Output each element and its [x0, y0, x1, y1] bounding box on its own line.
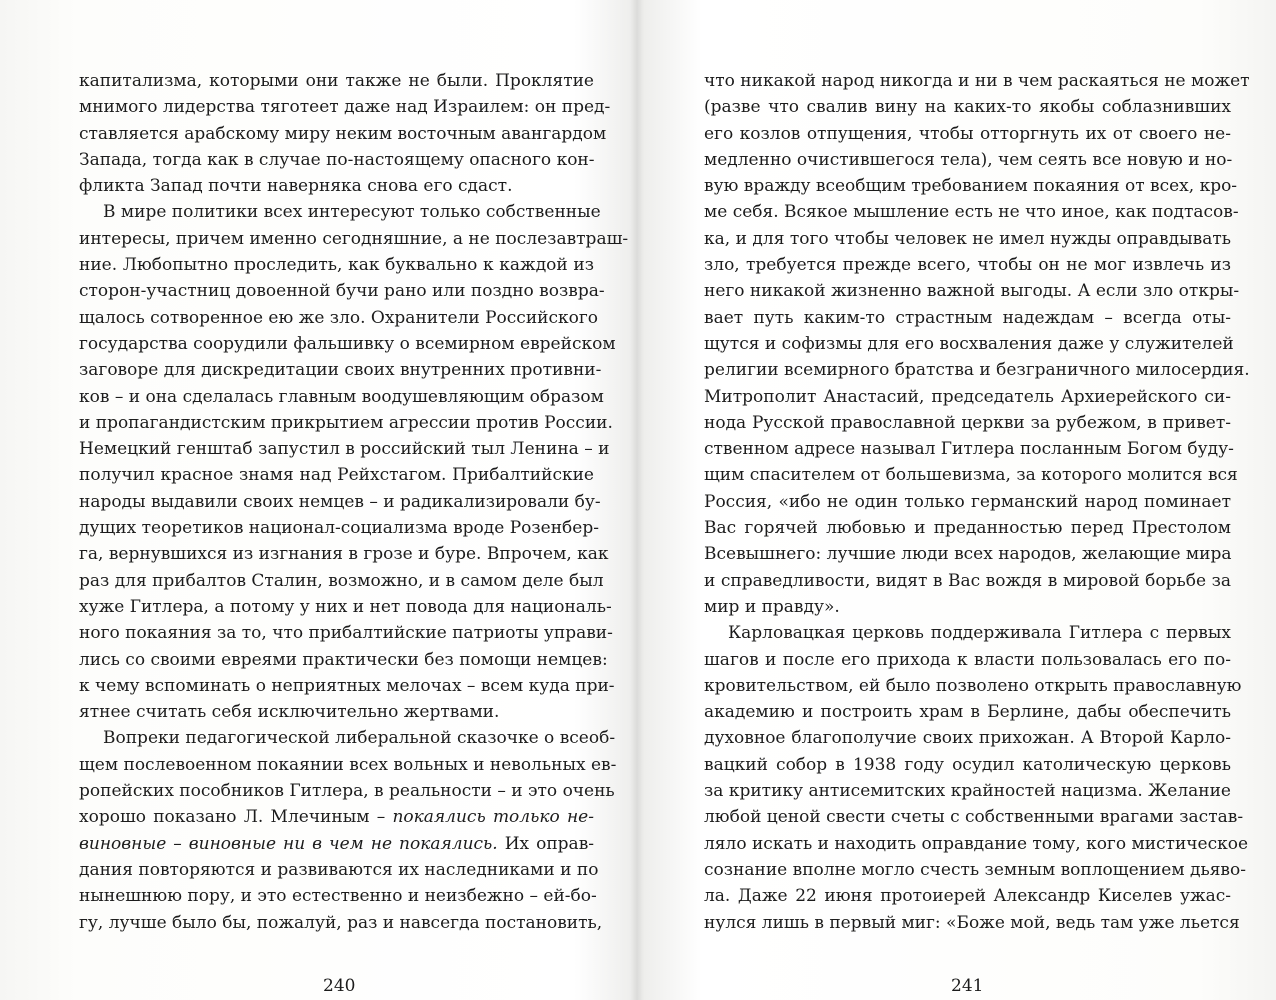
line-text: гу, лучше было бы, пожалуй, раз и навсегда постановить,	[79, 912, 603, 933]
line-text: вую вражду всеобщим требованием покаяния от всех, кро-	[704, 176, 1238, 197]
text-line	[704, 647, 1231, 673]
text-line	[704, 68, 1250, 94]
text-line	[704, 883, 1231, 909]
text-line	[79, 831, 594, 857]
text-line	[79, 462, 594, 488]
text-line	[79, 147, 594, 173]
line-text: щалось сотворенное ею же зло. Охранители Российского	[79, 307, 599, 328]
text-line	[704, 699, 1231, 725]
text-line	[79, 226, 629, 252]
line-text: ляло искать и находить оправдание тому, кого мистическое	[704, 833, 1249, 854]
text-line	[79, 252, 594, 278]
text-line	[79, 857, 599, 883]
line-text: фликта Запад почти наверняка снова его сдаст.	[79, 176, 513, 197]
text-line	[704, 489, 1231, 515]
line-text: религии всемирного братства и безграничного милосердия.	[704, 360, 1250, 381]
text-line	[79, 725, 616, 751]
line-text: нынешнюю пору, и это естественно и неизбежно – ей-бо-	[79, 886, 597, 907]
text-line	[704, 910, 1240, 936]
right-page-number: 241	[951, 976, 984, 996]
text-line	[79, 384, 604, 410]
text-line	[79, 173, 594, 199]
line-text: В мире политики всех интересуют только собственные	[103, 202, 601, 223]
line-text: хуже Гитлера, а потому у них и нет повода для националь-	[79, 596, 612, 617]
text-line	[704, 831, 1249, 857]
text-line	[79, 515, 599, 541]
text-line	[704, 384, 1231, 410]
text-line	[79, 121, 607, 147]
line-text: Всевышнего: лучшие люди всех народов, желающие мира	[704, 544, 1232, 565]
text-line	[79, 68, 594, 94]
line-text: народы выдавили своих немцев – и радикализировали бу-	[79, 491, 601, 512]
line-text: духовное благополучие своих прихожан. А Второй Карло-	[704, 728, 1231, 749]
line-text: вает путь каким-то страстным надеждам – всегда оты-	[704, 307, 1231, 328]
line-text: Митрополит Анастасий, председатель Архиерейского си-	[704, 386, 1231, 407]
line-text: лись со своими евреями практически без помощи немцев:	[79, 649, 608, 670]
line-text: заговоре для дискредитации своих внутренних противни-	[79, 360, 602, 381]
text-line	[79, 331, 616, 357]
line-text: ние. Любопытно проследить, как буквально к каждой из	[79, 255, 594, 276]
text-line	[704, 752, 1231, 778]
line-text: кровительством, ей было позволено открыть православную	[704, 675, 1242, 696]
line-text: и пропагандистским прикрытием агрессии против России.	[79, 412, 613, 433]
line-text: (разве что свалив вину на каких-то якобы соблазнивших	[704, 97, 1231, 118]
line-text: Немецкий генштаб запустил в российский тыл Ленина – и	[79, 439, 610, 460]
text-line	[704, 226, 1231, 252]
text-line	[704, 410, 1231, 436]
line-text: что никакой народ никогда и ни в чем раскаяться не может	[704, 71, 1250, 91]
text-line	[704, 725, 1231, 751]
line-text: Запада, тогда как в случае по-настоящему опасного кон-	[79, 149, 595, 170]
text-line	[79, 647, 608, 673]
line-italic-text: покаялись только не-	[392, 807, 594, 828]
line-text: него никакой жизненно важной выгоды. А если зло откры-	[704, 281, 1240, 302]
line-text: медленно очистившегося тела), чем сеять все новую и но-	[704, 149, 1233, 170]
line-text: получил красное знамя над Рейхстагом. Прибалтийские	[79, 465, 594, 486]
line-text: ятнее считать себя исключительно жертвами.	[79, 702, 500, 723]
text-line	[704, 541, 1231, 567]
line-text: мир и правду».	[704, 596, 840, 617]
text-line	[704, 357, 1250, 383]
line-text: ме себя. Всякое мышление есть не что иное, как подтасов-	[704, 202, 1239, 223]
text-line	[79, 778, 615, 804]
text-line	[79, 278, 605, 304]
text-line	[79, 541, 609, 567]
text-line	[79, 489, 601, 515]
text-line	[79, 804, 594, 830]
line-text: к чему вспоминать о неприятных мелочах – всем куда при-	[79, 675, 615, 696]
line-text: сторон-участниц довоенной бучи рано или поздно возвра-	[79, 281, 605, 302]
line-text: Россия, «ибо не один только германский народ поминает	[704, 491, 1231, 512]
text-line	[704, 173, 1238, 199]
line-text: государства соорудили фальшивку о всемирном еврейском	[79, 333, 616, 354]
line-text: шагов и после его прихода к власти пользовалась его по-	[704, 649, 1231, 670]
line-italic-text: виновные – виновные ни в чем не покаялись.	[79, 833, 498, 854]
text-line	[79, 699, 594, 725]
text-line	[79, 94, 611, 120]
text-line	[79, 199, 601, 225]
line-text: щем послевоенном покаянии всех вольных и невольных ев-	[79, 754, 617, 775]
right-page-text	[704, 68, 1250, 936]
line-text: га, вернувшихся из изгнания в грозе и буре. Впрочем, как	[79, 544, 609, 565]
line-text: академию и построить храм в Берлине, дабы обеспечить	[704, 702, 1231, 723]
line-text: ка, и для того чтобы человек не имел нужды оправдывать	[704, 228, 1231, 249]
line-text: сознание вполне могло счесть земным воплощением дьяво-	[704, 859, 1246, 880]
text-line	[704, 462, 1238, 488]
text-line	[79, 673, 615, 699]
text-line	[704, 778, 1231, 804]
line-text: за критику антисемитских крайностей нацизма. Желание	[704, 781, 1231, 802]
line-text: ного покаяния за то, что прибалтийские патриоты управи-	[79, 623, 613, 644]
line-text: интересы, причем именно сегодняшние, а не послезавтраш-	[79, 228, 629, 249]
text-line	[704, 278, 1240, 304]
line-text: и справедливости, видят в Вас вождя в мировой борьбе за	[704, 570, 1231, 591]
text-line	[704, 252, 1231, 278]
line-text: Карловацкая церковь поддерживала Гитлера с первых	[728, 623, 1231, 644]
line-text: Вопреки педагогической либеральной сказочке о всеоб-	[103, 728, 616, 749]
text-line	[79, 620, 613, 646]
text-line	[704, 568, 1231, 594]
line-text: щим спасителем от большевизма, за которого молится вся	[704, 465, 1238, 486]
line-text: ставляется арабскому миру неким восточным авангардом	[79, 123, 607, 144]
text-line	[79, 305, 599, 331]
text-line	[704, 331, 1234, 357]
text-line	[704, 121, 1231, 147]
left-page-number: 240	[323, 976, 356, 996]
text-line	[704, 94, 1231, 120]
left-page-text	[79, 68, 629, 936]
text-line	[79, 883, 597, 909]
right-page	[638, 0, 1276, 1000]
text-line	[79, 410, 613, 436]
text-line	[79, 752, 617, 778]
text-line	[704, 620, 1231, 646]
line-text: нулся лишь в первый миг: «Боже мой, ведь там уже льется	[704, 912, 1240, 933]
line-text: ственном адресе называл Гитлера посланным Богом буду-	[704, 439, 1234, 460]
line-text: любой ценой свести счеты с собственными врагами застав-	[704, 807, 1244, 828]
line-text: Их оправ-	[504, 833, 595, 854]
text-line	[704, 673, 1242, 699]
line-text: дания повторяются и развиваются их наследниками и по	[79, 859, 599, 880]
line-text: мнимого лидерства тяготеет даже над Израилем: он пред-	[79, 97, 611, 118]
line-text: его козлов отпущения, чтобы отторгнуть их от своего не-	[704, 123, 1231, 144]
line-text: нода Русской православной церкви за рубежом, в привет-	[704, 412, 1231, 433]
text-line	[704, 594, 1231, 620]
line-text: щутся и софизмы для его восхваления даже у служителей	[704, 333, 1234, 354]
line-text: Вас горячей любовью и преданностью перед Престолом	[704, 518, 1231, 539]
text-line	[704, 147, 1231, 173]
line-text: капитализма, которыми они также не были. Проклятие	[79, 71, 594, 91]
text-line	[79, 436, 610, 462]
line-text: вацкий собор в 1938 году осудил католическую церковь	[704, 754, 1231, 775]
text-line	[79, 568, 604, 594]
text-line	[79, 594, 612, 620]
line-text: зло, требуется прежде всего, чтобы он не мог извлечь из	[704, 255, 1231, 276]
text-line	[79, 357, 602, 383]
text-line	[704, 305, 1231, 331]
text-line	[79, 910, 603, 936]
line-text: дущих теоретиков национал-социализма вроде Розенбер-	[79, 518, 599, 539]
line-text: ропейских пособников Гитлера, в реальности – и это очень	[79, 781, 615, 802]
line-text: ла. Даже 22 июня протоиерей Александр Киселев ужас-	[704, 886, 1231, 907]
line-text: раз для прибалтов Сталин, возможно, и в самом деле был	[79, 570, 604, 591]
text-line	[704, 804, 1244, 830]
text-line	[704, 857, 1246, 883]
text-line	[704, 199, 1239, 225]
text-line	[704, 436, 1234, 462]
line-text: ков – и она сделалась главным воодушевляющим образом	[79, 386, 604, 407]
line-text: хорошо показано Л. Млечиным –	[79, 807, 386, 828]
text-line	[704, 515, 1231, 541]
